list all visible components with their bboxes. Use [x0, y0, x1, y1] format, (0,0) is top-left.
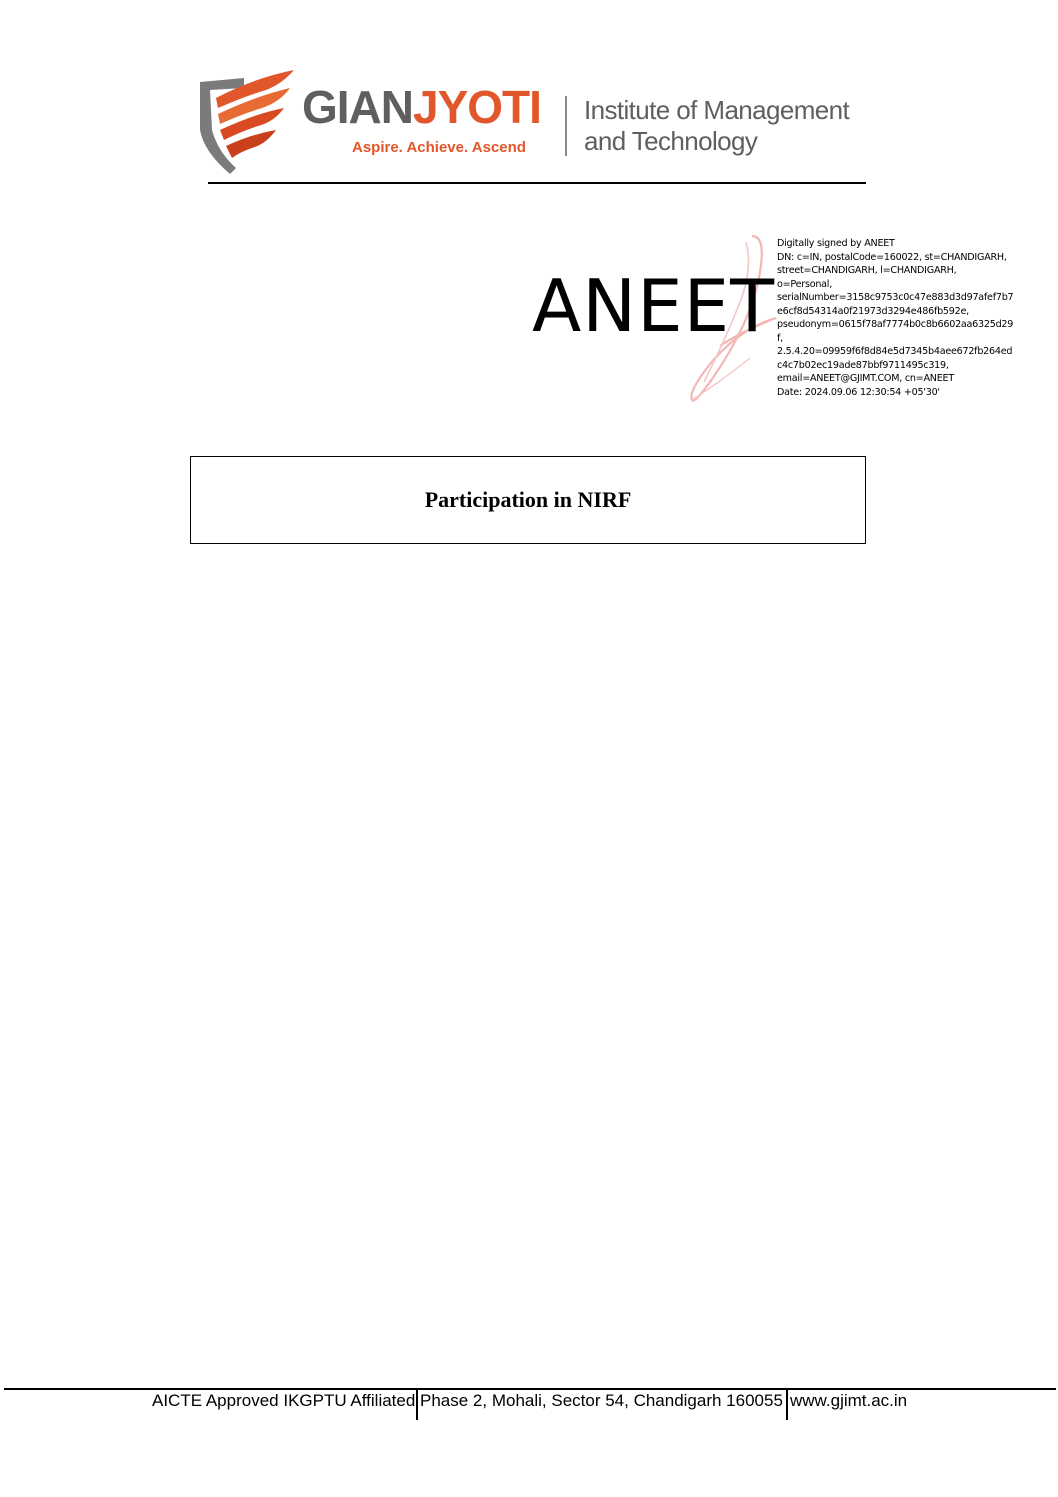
- institute-name-line1: Institute of Management: [584, 95, 850, 125]
- signature-detail-line: c4c7b02ec19ade87bbf9711495c319,: [777, 359, 949, 371]
- institute-name-line2: and Technology: [584, 126, 758, 156]
- header-rule: [208, 182, 866, 184]
- page-title: Participation in NIRF: [424, 487, 632, 512]
- signature-detail-line: pseudonym=0615f78af7774b0c8b6602aa6325d29: [777, 319, 1014, 330]
- brand-tagline: Aspire. Achieve. Ascend: [352, 139, 526, 156]
- footer-separator: [416, 1388, 418, 1420]
- signature-detail-line: DN: c=IN, postalCode=160022, st=CHANDIGARH,: [777, 251, 1007, 263]
- institute-name: [584, 95, 849, 157]
- signer-name: ANEET: [532, 264, 776, 348]
- title-box: [190, 456, 866, 544]
- footer-address: Phase 2, Mohali, Sector 54, Chandigarh 160055: [420, 1391, 783, 1410]
- signature-detail-line: street=CHANDIGARH, l=CHANDIGARH,: [777, 265, 957, 276]
- signature-detail-line: o=Personal,: [777, 278, 832, 290]
- footer-website: www.gjimt.ac.in: [790, 1391, 908, 1410]
- signature-detail-line: email=ANEET@GJIMT.COM, cn=ANEET: [777, 373, 954, 384]
- signature-detail-line: serialNumber=3158c9753c0c47e883d3d97afef7b7: [777, 292, 1014, 303]
- signature-detail-line: 2.5.4.20=09959f6f8d84e5d7345b4aee672fb264ed: [777, 346, 1013, 357]
- signature-details: [777, 237, 1027, 399]
- signature-detail-line: Digitally signed by ANEET: [777, 238, 895, 249]
- brand-name-part1: GIAN: [302, 81, 413, 133]
- brand-name-part2: JYOTI: [413, 81, 541, 133]
- signature-detail-line: Date: 2024.09.06 12:30:54 +05'30': [777, 386, 940, 398]
- signature-detail-line: e6cf8d54314a0f21973d3294e486fb592e,: [777, 305, 969, 317]
- shield-wing-logo-icon: [196, 68, 296, 176]
- footer-approval: AICTE Approved IKGPTU Affiliated: [152, 1391, 416, 1410]
- brand-divider: [565, 96, 567, 156]
- footer-separator: [786, 1388, 788, 1420]
- signature-detail-line: f,: [777, 332, 783, 344]
- footer-rule: [4, 1388, 1056, 1390]
- brand-name: [302, 81, 541, 133]
